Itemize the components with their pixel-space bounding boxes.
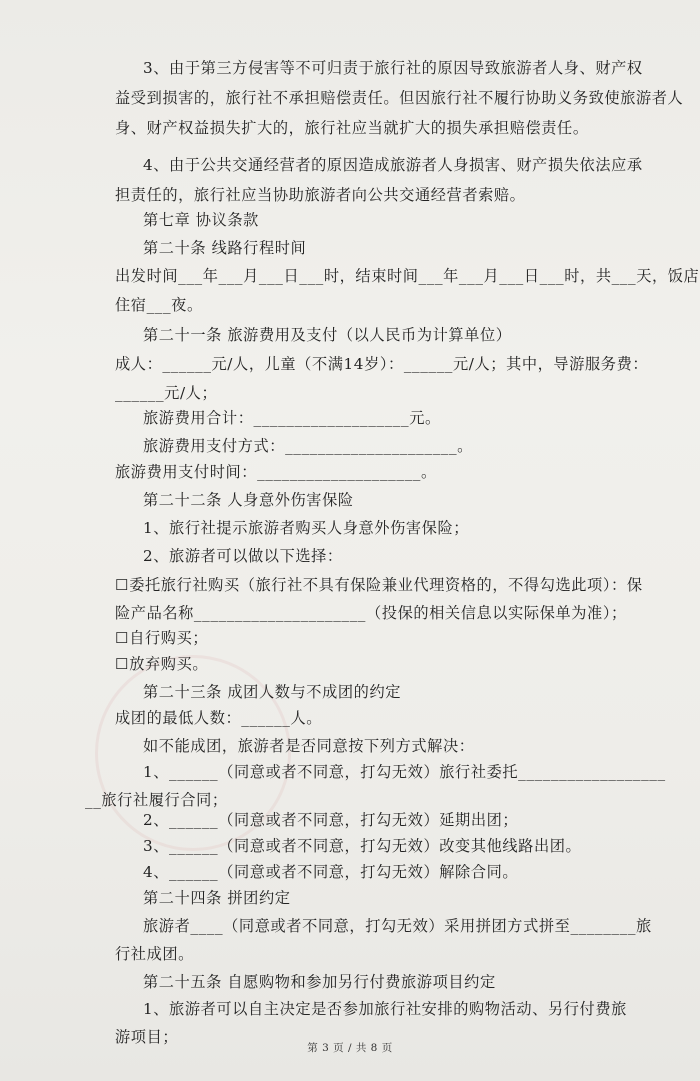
article-24-heading: 第二十四条 拼团约定 [143, 889, 291, 907]
article-25-heading: 第二十五条 自愿购物和参加另行付费旅游项目约定 [143, 973, 496, 991]
guide-fee-line: ______元/人； [115, 384, 218, 402]
payment-time-line: 旅游费用支付时间：____________________。 [115, 463, 437, 481]
resolution-option-4: 4、______（同意或者不同意，打勾无效）解除合同。 [143, 863, 519, 881]
chapter-7-heading: 第七章 协议条款 [143, 211, 259, 229]
joint-group-line-1: 旅游者____（同意或者不同意，打勾无效）采用拼团方式拼至________旅 [143, 917, 652, 935]
article-20-heading: 第二十条 线路行程时间 [143, 239, 307, 257]
article-21-heading: 第二十一条 旅游费用及支付（以人民币为计算单位） [143, 326, 512, 344]
clause-3-line-3: 身、财产权益损失扩大的，旅行社应当就扩大的损失承担赔偿责任。 [115, 119, 589, 137]
clause-4-line-1: 4、由于公共交通经营者的原因造成旅游者人身损害、财产损失依法应承 [143, 156, 643, 174]
insurance-item-1: 1、旅行社提示旅游者购买人身意外伤害保险； [143, 519, 470, 537]
clause-4-line-2: 担责任的，旅行社应当协助旅游者向公共交通经营者索赔。 [115, 186, 526, 204]
resolution-option-2: 2、______（同意或者不同意，打勾无效）延期出团； [143, 811, 519, 829]
resolution-option-1-line-1: 1、______（同意或者不同意，打勾无效）旅行社委托__________________ [143, 763, 666, 781]
hotel-nights-line: 住宿___夜。 [115, 296, 203, 314]
departure-time-line: 出发时间___年___月___日___时，结束时间___年___月___日___时，共___天，饭店 [115, 267, 700, 285]
total-fee-line: 旅游费用合计：___________________元。 [143, 409, 441, 427]
shopping-item-1-line-1: 1、旅游者可以自主决定是否参加旅行社安排的购物活动、另行付费旅 [143, 1000, 627, 1018]
insurance-option-self: ☐自行购买； [115, 629, 209, 647]
page-number-footer: 第 3 页 / 共 8 页 [307, 1042, 393, 1054]
insurance-option-decline: ☐放弃购买。 [115, 655, 209, 673]
adult-child-fee-line: 成人：______元/人，儿童（不满14岁）：______元/人；其中，导游服务费： [115, 355, 649, 373]
minimum-group-size-line: 成团的最低人数：______人。 [115, 709, 323, 727]
insurance-option-delegate: ☐委托旅行社购买（旅行社不具有保险兼业代理资格的，不得勾选此项）：保 [115, 576, 643, 594]
clause-3-line-1: 3、由于第三方侵害等不可归责于旅行社的原因导致旅游者人身、财产权 [143, 59, 643, 77]
payment-method-line: 旅游费用支付方式：_____________________。 [143, 437, 473, 455]
resolution-option-3: 3、______（同意或者不同意，打勾无效）改变其他线路出团。 [143, 837, 582, 855]
insurance-item-2: 2、旅游者可以做以下选择： [143, 547, 343, 565]
article-23-heading: 第二十三条 成团人数与不成团的约定 [143, 683, 402, 701]
joint-group-line-2: 行社成团。 [115, 945, 194, 963]
article-22-heading: 第二十二条 人身意外伤害保险 [143, 491, 354, 509]
clause-3-line-2: 益受到损害的，旅行社不承担赔偿责任。但因旅行社不履行协助义务致使旅游者人 [115, 89, 684, 107]
insurance-product-name-line: 险产品名称_____________________（投保的相关信息以实际保单为准）； [115, 604, 627, 622]
resolution-option-1-line-2: __旅行社履行合同； [85, 791, 228, 809]
no-group-resolution-line: 如不能成团，旅游者是否同意按下列方式解决： [143, 737, 475, 755]
shopping-item-1-line-2: 游项目； [115, 1028, 179, 1046]
